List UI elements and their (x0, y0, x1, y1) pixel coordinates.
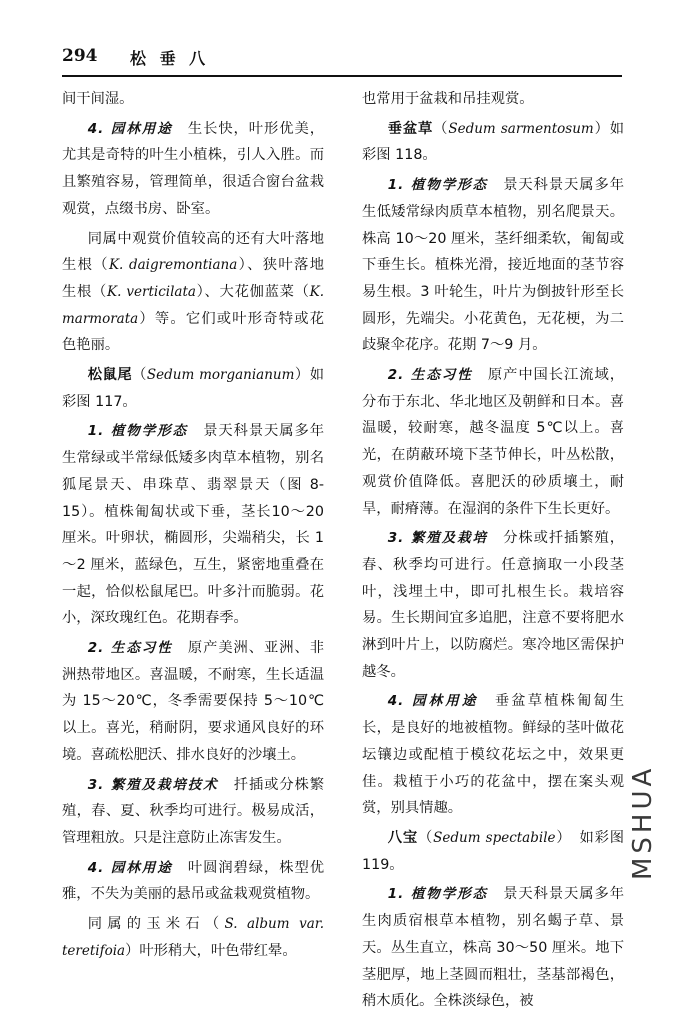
running-title: 松 垂 八 (130, 49, 210, 68)
header-rule (62, 75, 622, 77)
figure-ref: 如彩图 118。 (362, 120, 625, 164)
watermark: MSHUA (628, 764, 658, 880)
paragraph (62, 911, 324, 964)
section-label: 4. 园林用途 (87, 120, 173, 137)
latin-name: K. marmorata (62, 283, 325, 327)
page-number: 294 (62, 46, 98, 66)
species-name: 松鼠尾 (87, 367, 133, 384)
paragraph-text: ）、狭叶落地生根（ (62, 257, 325, 300)
paragraph-text: 生长快，叶形优美，尤其是奇特的叶生小植株，引人入胜。而且繁殖容易，管理简单，很适合窗台盆栽观赏，点缀书房、卧室。 (62, 120, 324, 217)
paragraph: 间干间湿。 (62, 91, 134, 107)
paragraph-text: 同属的玉米石（ (87, 916, 225, 933)
paragraph (362, 172, 624, 359)
species-heading: 松鼠尾（Sedum morganianum）如彩图 117。 (62, 367, 325, 410)
paragraph-text: 叶圆润碧绿，株型优雅，不失为美丽的悬吊或盆栽观赏植物。 (62, 859, 324, 903)
paragraph (362, 362, 624, 522)
species-heading: 垂盆草（Sedum sarmentosum）如彩图 118。 (362, 120, 625, 164)
section-label: 3. 繁殖及栽培 (387, 530, 488, 547)
latin-name: K. verticilata (107, 283, 196, 300)
section-label: 2. 生态习性 (387, 367, 473, 384)
paragraph (362, 688, 624, 822)
right-column (362, 86, 624, 1018)
species-heading: 八宝（Sedum spectabile） 如彩图 119。 (362, 829, 625, 873)
section-label: 3. 繁殖及栽培技术 (87, 776, 219, 793)
section-label: 1. 植物学形态 (87, 423, 188, 440)
section-label: 1. 植物学形态 (387, 177, 488, 194)
paragraph-text: ）叶形稍大，叶色带红晕。 (125, 942, 297, 959)
paragraph-text: 原产中国长江流域，分布于东北、华北地区及朝鲜和日本。喜温暖，较耐寒，越冬温度 5℃以上。喜光，在荫蔽环境下茎节伸长，叶丛松散，观赏价值降低。喜肥沃的砂质壤土，耐旱，耐瘠薄。在湿润的条件下生长更好。 (362, 367, 624, 517)
paragraph-text: 扦插或分株繁殖，春、夏、秋季均可进行。极易成活，管理粗放。只是注意防止冻害发生。 (62, 776, 324, 846)
paragraph-text: 景天科景天属多年生常绿或半常绿低矮多肉草本植物，别名狐尾景天、串珠草、翡翠景天（图 8-15）。植株匍匐状或下垂，茎长10～20 厘米。叶卵状，椭圆形，尖端稍尖，长 1～2 厘米，蓝绿色，互生，紧密地重叠在一起，恰似松鼠尾巴。叶多汁而脆弱。花小，深玫瑰红色。花期春季。 (62, 423, 324, 627)
paragraph (362, 525, 624, 685)
left-column (62, 86, 324, 968)
section-label: 4. 园林用途 (387, 693, 479, 710)
paragraph-text: ）等。它们或叶形奇特或花色艳丽。 (62, 310, 324, 354)
paragraph-text: 景天科景天属多年生肉质宿根草本植物，别名蝎子草、景天。丛生直立，株高 30～50 厘米。地下茎肥厚，地上茎圆而粗壮，茎基部褐色，稍木质化。全株淡绿色，被 (362, 886, 624, 1010)
species-name: 垂盆草 (387, 120, 434, 137)
paragraph (362, 881, 624, 1015)
paragraph-text: 分株或扦插繁殖，春、秋季均可进行。任意摘取一小段茎叶，浅埋土中，即可扎根生长。栽培容易。生长期间宜多追肥，注意不要将肥水淋到叶片上，以防腐烂。寒冷地区需保护越冬。 (362, 530, 624, 680)
figure-ref: ）如彩图 117。 (62, 367, 325, 410)
paragraph (62, 772, 324, 852)
latin-name: K. daigremontiana (108, 257, 238, 274)
page-header (62, 46, 622, 72)
latin-name: Sedum spectabile (433, 829, 556, 846)
latin-name: Sedum morganianum (146, 367, 295, 384)
paragraph-text: ）、大花伽蓝菜（ (195, 283, 310, 300)
paragraph-text: 垂盆草植株匍匐生长，是良好的地被植物。鲜绿的茎叶做花坛镶边或配植于模纹花坛之中，效果更佳。栽植于小巧的花盆中，摆在案头观赏，别具情趣。 (362, 693, 624, 817)
section-label: 2. 生态习性 (87, 640, 173, 657)
paragraph (62, 116, 324, 223)
paragraph (62, 226, 324, 360)
species-name: 八宝 (387, 829, 418, 846)
paragraph-text: 同属中观赏价值较高的还有大叶落地生根（ (62, 230, 324, 274)
paragraph (62, 855, 324, 908)
latin-name: S. album var. teretifoia (62, 916, 324, 959)
section-label: 1. 植物学形态 (387, 886, 488, 903)
figure-ref: 如彩图 119。 (362, 829, 625, 873)
paragraph (62, 635, 324, 769)
paragraph (62, 418, 324, 632)
section-label: 4. 园林用途 (87, 859, 173, 876)
latin-name: Sedum sarmentosum (448, 120, 594, 137)
paragraph: 也常用于盆栽和吊挂观赏。 (362, 91, 534, 107)
paragraph-text: 景天科景天属多年生低矮常绿肉质草本植物，别名爬景天。株高 10～20 厘米，茎纤细柔软，匍匐或下垂生长。植株光滑，接近地面的茎节容易生根。3 叶轮生，叶片为倒披针形至长圆形，先端尖。小花黄色，无花梗，为二歧聚伞花序。花期 7～9 月。 (362, 177, 624, 354)
paragraph-text: 原产美洲、亚洲、非洲热带地区。喜温暖，不耐寒，生长适温为 15～20℃，冬季需要保持 5～10℃以上。喜光，稍耐阴，要求通风良好的环境。喜疏松肥沃、排水良好的沙壤土。 (62, 640, 324, 763)
